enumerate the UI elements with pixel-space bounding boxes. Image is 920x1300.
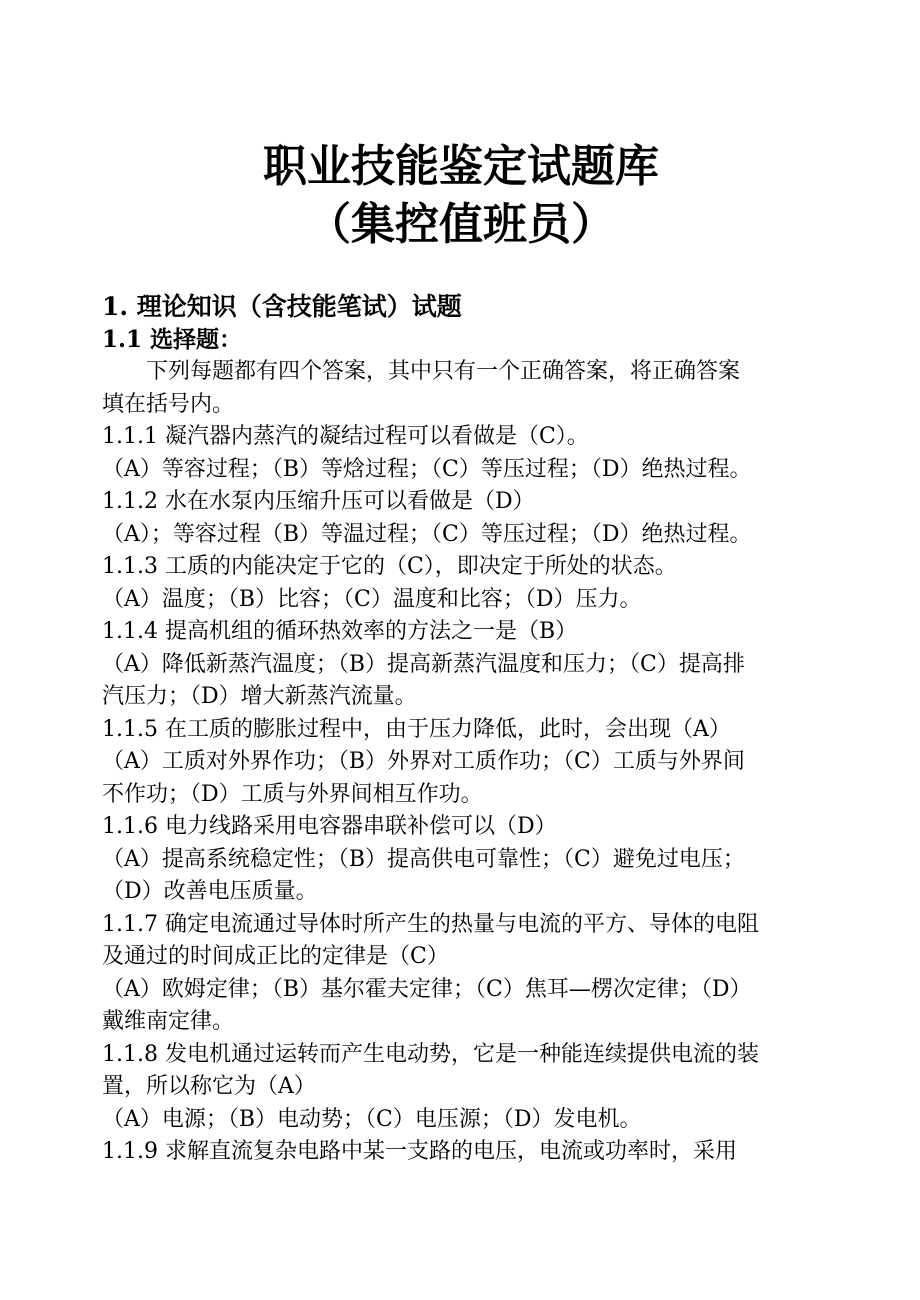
document-title: 职业技能鉴定试题库 [263,141,659,192]
document-subtitle: （集控值班员） [307,199,615,250]
question-line: 1.1.4 提高机组的循环热效率的方法之一是（B） [102,619,578,644]
options-line: 不作功；（D）工质与外界间相互作功。 [102,781,483,807]
question-line: 1.1.8 发电机通过运转而产生电动势，它是一种能连续提供电流的装 [102,1041,759,1067]
options-line: （A）电源；（B）电动势；（C）电压源；（D）发电机。 [102,1106,642,1132]
question-line: 1.1.3 工质的内能决定于它的（C），即决定于所处的状态。 [102,554,677,579]
question-line: 置，所以称它为（A） [102,1074,316,1099]
question-line: 及通过的时间成正比的定律是（C） [102,944,449,969]
question-line: 1.1.6 电力线路采用电容器串联补偿可以（D） [102,814,557,839]
question-line: 1.1.2 水在水泵内压缩升压可以看做是（D） [102,489,535,514]
options-line: （A）欧姆定律；（B）基尔霍夫定律；（C）焦耳—楞次定律；（D） [102,976,752,1002]
document-page [102,138,820,1169]
options-line: （D）改善电压质量。 [102,879,318,904]
question-line: 1.1.1 凝汽器内蒸汽的凝结过程可以看做是（C）。 [102,424,589,449]
options-line: （A）提高系统稳定性；（B）提高供电可靠性；（C）避免过电压； [102,846,745,872]
question-line: 1.1.5 在工质的膨胀过程中，由于压力降低，此时，会出现（A） [102,716,731,742]
question-line: 1.1.9 求解直流复杂电路中某一支路的电压，电流或功率时，采用 [102,1139,737,1164]
section-heading: 1. 理论知识（含技能笔试）试题 [102,292,462,321]
options-line: （A）工质对外界作功；（B）外界对工质作功；（C）工质与外界间 [102,749,745,774]
instruction-line: 下列每题都有四个答案，其中只有一个正确答案，将正确答案 [146,359,741,384]
options-line: （A）温度；（B）比容；（C）温度和比容；（D）压力。 [102,586,642,612]
instruction-line: 填在括号内。 [102,391,235,417]
options-line: （A）等容过程；（B）等焓过程；（C）等压过程；（D）绝热过程。 [102,456,752,482]
options-line: （A）；等容过程（B）等温过程；（C）等压过程；（D）绝热过程。 [102,521,752,547]
question-line: 1.1.7 确定电流通过导体时所产生的热量与电流的平方、导体的电阻 [102,911,759,937]
options-line: （A）降低新蒸汽温度；（B）提高新蒸汽温度和压力；（C）提高排 [102,651,745,677]
options-line: 汽压力；（D）增大新蒸汽流量。 [102,684,417,709]
subsection-heading: 1.1 选择题： [102,326,243,353]
options-line: 戴维南定律。 [102,1009,235,1034]
